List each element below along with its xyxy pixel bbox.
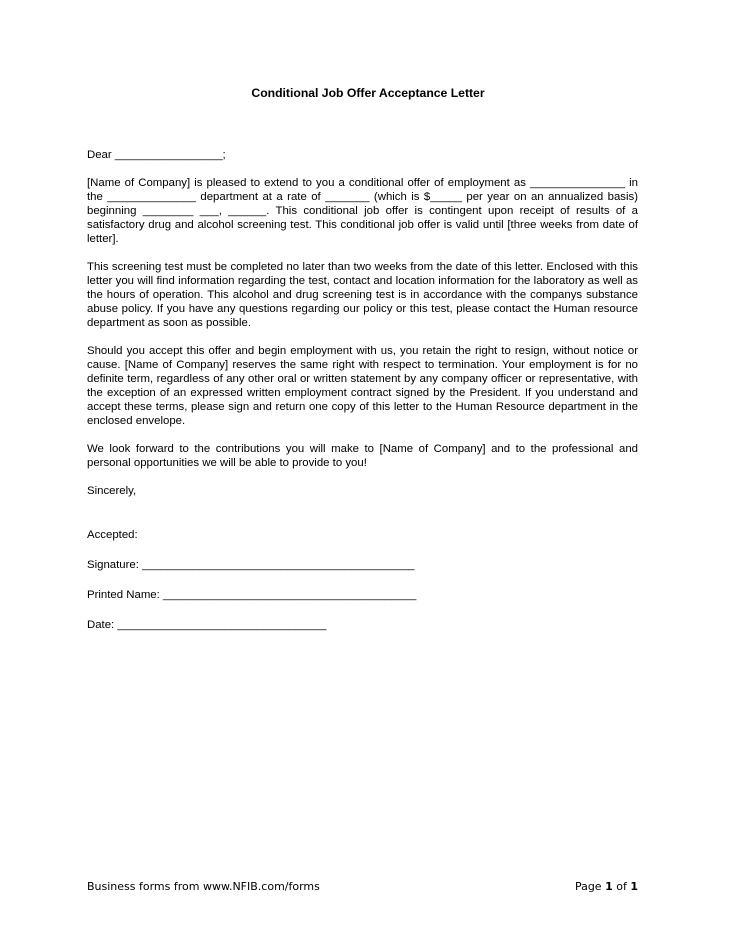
paragraph-employment-terms: Should you accept this offer and begin employment with us, you retain the right to resign, without notice or cause. [Name of Company] reserves the same right with respect to termination. Your employment is for no definite term, regardless of any other oral or written statement by any company officer or representative, with the exception of an expressed written employment contract signed by the President. If you understand and accept these terms, please sign and return one copy of this letter to the Human Resource department in the enclosed envelope. <box>87 345 638 427</box>
letter-body <box>87 148 638 648</box>
footer-source: Business forms from www.NFIB.com/forms <box>87 880 320 893</box>
printed-name-line: Printed Name: ________________________________________ <box>87 589 417 601</box>
page-prefix: Page <box>574 880 606 893</box>
page-number <box>575 880 638 893</box>
accepted-label: Accepted: <box>87 529 138 541</box>
page-total: 1 <box>630 880 638 893</box>
page-of: of <box>612 880 631 893</box>
page-current: 1 <box>605 880 613 893</box>
salutation: Dear _________________; <box>87 149 226 161</box>
signature-line: Signature: ___________________________________________ <box>87 559 415 571</box>
date-line: Date: _________________________________ <box>87 619 327 631</box>
paragraph-closing-remarks: We look forward to the contributions you will make to [Name of Company] and to the professional and personal opportunities we will be able to provide to you! <box>87 443 638 469</box>
document-title: Conditional Job Offer Acceptance Letter <box>251 86 485 100</box>
page-footer <box>87 880 638 893</box>
paragraph-offer: [Name of Company] is pleased to extend to you a conditional offer of employment as _______________ in the ______________ department at a rate of _______ (which is $_____ per year on an annualized basis) beginning ________ ___, ______. This conditional job offer is contingent upon receipt of results of a satisfactory drug and alcohol screening test. This conditional job offer is valid until [three weeks from date of letter]. <box>87 177 638 245</box>
paragraph-screening-test: This screening test must be completed no later than two weeks from the date of this letter. Enclosed with this letter you will find information regarding the test, contact and location information for the laboratory as well as the hours of operation. This alcohol and drug screening test is in accordance with the companys substance abuse policy. If you have any questions regarding our policy or this test, please contact the Human resource department as soon as possible. <box>87 261 638 329</box>
closing-sincerely: Sincerely, <box>87 485 137 497</box>
